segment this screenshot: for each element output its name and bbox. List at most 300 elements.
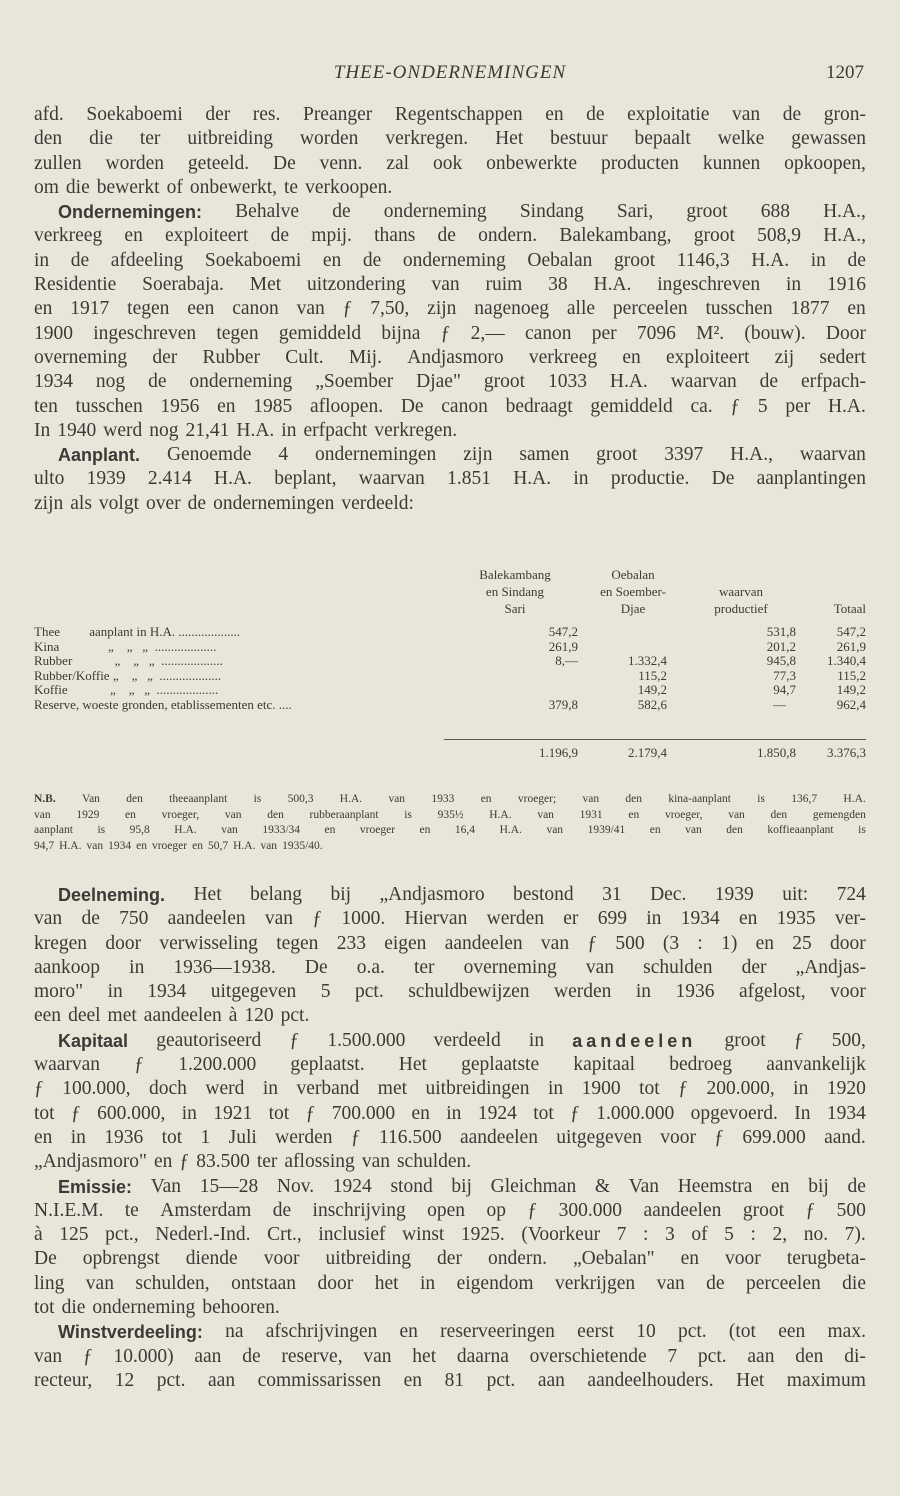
word: bewerkt — [96, 176, 160, 198]
word: verdeeld — [433, 1029, 501, 1051]
word: 600.000, — [97, 1102, 166, 1124]
word: De — [711, 468, 735, 490]
word: no. — [803, 1224, 829, 1246]
word: 1934 — [147, 981, 187, 1003]
word: verdeeld: — [341, 492, 414, 514]
word: 81 — [444, 1369, 465, 1391]
word: uitbreidingen — [425, 1078, 530, 1100]
word: afgelost, — [739, 981, 806, 1003]
text-line — [34, 370, 866, 394]
word: 1877 — [790, 298, 830, 320]
text-line — [34, 297, 866, 321]
text-line — [34, 1126, 866, 1150]
word: ƒ — [312, 908, 323, 930]
word: schulden, — [135, 1272, 210, 1294]
text-line — [34, 907, 866, 931]
word: groot — [724, 1029, 766, 1051]
row-cell-c3: 77,3 — [773, 667, 796, 683]
word: H.A. — [489, 808, 512, 821]
word: ƒ — [730, 395, 741, 417]
word: Regentschappen — [394, 104, 523, 125]
word: uitgegeven — [210, 981, 297, 1003]
word: Soerabaja. — [142, 274, 224, 296]
word: 1921 — [213, 1102, 253, 1124]
word: bepaalt — [634, 128, 691, 150]
word: 500, — [831, 1029, 866, 1051]
text-line — [34, 1175, 866, 1199]
word: van — [388, 793, 406, 805]
word: aan — [747, 1345, 775, 1367]
word: afloopen. — [309, 395, 384, 417]
word: en — [34, 1126, 53, 1148]
word: Crt., — [267, 1224, 302, 1246]
word: N.B. — [34, 793, 56, 805]
word: behooren. — [202, 1297, 280, 1319]
word: onbewerkt, — [189, 176, 277, 198]
word: waarvan — [799, 444, 866, 466]
word: bijna — [381, 322, 421, 344]
word: is — [858, 824, 866, 836]
word: tegen — [276, 932, 319, 954]
word: en — [136, 839, 147, 852]
word: ver- — [834, 908, 866, 930]
word: 5 — [757, 395, 768, 417]
word: de — [332, 201, 351, 223]
word: als — [70, 492, 92, 514]
word: bestuur — [550, 128, 608, 150]
word: verkregen. — [374, 419, 458, 441]
word: onderneming — [383, 201, 487, 223]
word: à — [228, 1005, 238, 1027]
word: een — [187, 298, 215, 320]
word: 1935/40. — [282, 839, 323, 852]
word: inschrijving — [312, 1199, 406, 1221]
word: opkoopen, — [784, 152, 866, 174]
word: van — [361, 1151, 390, 1173]
word: het — [374, 1272, 399, 1294]
word: verwisseling — [159, 932, 258, 954]
word: en — [545, 104, 564, 125]
word: waarvan — [34, 1054, 101, 1076]
word: van — [728, 808, 745, 821]
word: aand. — [824, 1126, 866, 1148]
word: 1934 — [108, 839, 132, 852]
table-total-rule — [444, 739, 866, 740]
word: perceelen — [612, 298, 688, 320]
word: en — [755, 932, 774, 954]
word: Dec. — [650, 884, 687, 905]
word: kregen — [34, 932, 88, 954]
word: Het — [193, 884, 222, 905]
word: overneming — [463, 956, 557, 978]
word: 12 — [114, 1369, 135, 1391]
word: werd — [103, 419, 143, 441]
word: opgevoerd. — [690, 1102, 778, 1124]
word: 4 — [278, 444, 289, 466]
word: productie. — [610, 468, 690, 490]
table-header-line: Totaal — [833, 601, 866, 616]
word: der — [741, 956, 767, 978]
word: de — [706, 1272, 725, 1294]
word: aankoop — [34, 956, 101, 978]
text-line — [34, 467, 866, 491]
word: H.A. — [236, 419, 275, 441]
word: der — [437, 1248, 462, 1270]
row-label: Reserve, woeste gronden, etablissementen etc. .... — [34, 696, 292, 712]
word: winst — [402, 1224, 445, 1246]
word: per — [591, 322, 617, 344]
running-title: THEE-ONDERNEMINGEN — [333, 62, 567, 83]
word: met — [377, 1078, 408, 1100]
word: door — [830, 932, 866, 954]
word: der — [152, 346, 178, 368]
word: eigendom — [456, 1272, 534, 1294]
word: 1985 — [253, 395, 293, 417]
word: voor — [725, 1248, 761, 1270]
paragraph-emissie — [34, 1175, 866, 1321]
word: verkrijgen — [554, 1272, 636, 1294]
word: ook — [432, 152, 463, 174]
word: recteur, — [34, 1369, 93, 1391]
word: tot — [533, 1102, 554, 1124]
word: H.A., — [730, 444, 773, 466]
word: H.A. — [827, 395, 866, 417]
row-cell-c4: 547,2 — [836, 624, 866, 639]
word: tot — [639, 1078, 660, 1100]
word: vroeger — [359, 824, 396, 836]
row-cell-c1: 8,— — [555, 653, 578, 668]
table-row — [34, 698, 866, 712]
row-label: Kina „ „ „ ................... — [34, 638, 217, 654]
word: deel — [68, 1005, 101, 1027]
table-header-line: waarvan — [718, 584, 764, 599]
word: 94,7 — [34, 839, 55, 852]
word: 10 — [636, 1321, 656, 1343]
text-line — [34, 1053, 866, 1077]
word: aan — [208, 1369, 236, 1391]
word: in — [262, 1078, 278, 1100]
paragraph-kapitaal — [34, 1029, 866, 1175]
word: De — [34, 1248, 57, 1270]
word: geautoriseerd — [156, 1029, 262, 1051]
word: aan — [537, 1369, 565, 1391]
word: ulto — [34, 468, 65, 490]
word: 1936—1938. — [173, 956, 276, 978]
word: à — [34, 1224, 43, 1246]
word: van — [264, 908, 294, 930]
word: perceelen — [746, 1272, 821, 1294]
word: en — [34, 298, 53, 320]
word: tot — [268, 1102, 290, 1124]
word: schulden — [643, 956, 713, 978]
word: zijn — [427, 298, 457, 320]
word: stond — [390, 1175, 433, 1197]
word: geplaatste — [461, 1054, 540, 1076]
word: ƒ — [440, 322, 451, 344]
word: inclusief — [318, 1224, 386, 1246]
word: 5 — [724, 1224, 734, 1246]
word: Hiervan — [404, 908, 468, 930]
word: den — [34, 128, 63, 150]
word: aflossing — [284, 1151, 355, 1173]
word: groot — [742, 1199, 784, 1221]
word: na — [225, 1321, 244, 1343]
word: erfpacht — [303, 419, 368, 441]
word: beplant, — [274, 468, 337, 490]
word: geplaatst. — [290, 1054, 365, 1076]
word: ondern. — [487, 1248, 547, 1270]
word: de — [81, 908, 100, 930]
text-line — [34, 956, 866, 980]
word: door — [317, 1272, 354, 1294]
word: gemiddeld — [278, 322, 362, 344]
word: canon — [524, 322, 572, 344]
text-line — [34, 152, 866, 176]
word: opbrengst — [82, 1248, 160, 1270]
word: uitzondering — [307, 274, 406, 296]
word: ƒ — [289, 1029, 300, 1051]
word: 1934 — [680, 908, 720, 930]
word: H.A. — [214, 468, 252, 490]
word: 1146,3 — [676, 249, 730, 271]
word: is — [404, 808, 412, 821]
word: 1931 — [579, 808, 603, 821]
word: verkregen. — [385, 128, 469, 150]
text-line — [34, 1247, 866, 1271]
row-label: Koffie „ „ „ ................... — [34, 682, 219, 697]
word: van — [540, 932, 570, 954]
word: de — [187, 492, 207, 514]
text-line — [34, 1223, 866, 1247]
word: exploiteert — [165, 225, 249, 247]
word: uit: — [782, 884, 809, 905]
word: 100.000, — [62, 1078, 131, 1100]
row-label: Rubber „ „ „ ................... — [34, 653, 223, 668]
word: H.A. — [339, 793, 363, 805]
word: 1925. — [460, 1224, 505, 1246]
word: den — [267, 808, 284, 821]
word: van — [260, 839, 278, 852]
row-cell-c1: 261,9 — [548, 638, 578, 654]
note-line — [34, 792, 866, 808]
heading-emissie: Emissie: — [58, 1176, 133, 1197]
word: Nov. — [276, 1175, 315, 1197]
word: H.A. — [233, 839, 256, 852]
word: de — [437, 225, 456, 247]
word: groot — [613, 249, 656, 271]
word: Rubber — [202, 346, 260, 368]
word: die — [842, 1272, 866, 1294]
word: van — [732, 104, 761, 125]
word: en — [419, 824, 431, 836]
word: De — [400, 395, 424, 417]
word: de — [70, 249, 90, 271]
word: in — [785, 274, 802, 296]
word: 50,7 — [207, 839, 229, 852]
word: tot — [34, 1297, 55, 1319]
word: 2.414 — [147, 468, 192, 490]
word: en — [322, 249, 342, 271]
text-line — [34, 883, 866, 907]
word: zullen — [34, 152, 82, 174]
word: diende — [185, 1248, 238, 1270]
word: theeaanplant — [169, 793, 228, 805]
word: exploiteert — [666, 346, 750, 368]
word: over — [146, 492, 181, 514]
word: en — [771, 1175, 790, 1197]
table-header-line: Oebalan — [611, 567, 655, 582]
word: H.A. — [513, 468, 552, 490]
word: res. — [252, 104, 281, 125]
word: afschrijvingen — [265, 1321, 378, 1343]
word: of — [166, 176, 183, 198]
word: en — [324, 824, 336, 836]
word: canon — [232, 298, 279, 320]
word: bij — [330, 884, 352, 905]
word: erfpach- — [801, 371, 866, 393]
word: doch — [148, 1078, 187, 1100]
word: worden — [105, 152, 165, 174]
text-line — [34, 1077, 866, 1101]
word: Djae" — [416, 371, 461, 393]
word: 25 — [792, 932, 812, 954]
word: 1934 — [826, 1102, 866, 1124]
word: de — [148, 371, 167, 393]
paragraph-winstverdeeling — [34, 1320, 866, 1393]
word: 1000. — [341, 908, 386, 930]
word: 1.500.000 — [327, 1029, 406, 1051]
word: pct., — [105, 1224, 139, 1246]
word: pct. — [697, 1345, 727, 1367]
word: open — [427, 1199, 466, 1221]
word: gron- — [823, 104, 866, 125]
word: venn. — [319, 152, 363, 174]
word: den — [625, 793, 643, 805]
word: (bouw). — [744, 322, 806, 344]
word: Andjasmoro — [407, 346, 504, 368]
word: (Voorkeur — [521, 1224, 601, 1246]
word: in — [281, 419, 297, 441]
word: overneming — [34, 346, 128, 368]
word: tot — [34, 1102, 55, 1124]
word: te — [124, 1199, 139, 1221]
word: van — [86, 839, 104, 852]
word: van — [34, 908, 63, 930]
word: Het — [398, 1054, 427, 1076]
note-line — [34, 808, 866, 824]
word: tegen — [216, 322, 259, 344]
word: bedroeg — [669, 1054, 733, 1076]
word: 1929 — [76, 808, 100, 821]
word: vroeger, — [664, 808, 703, 821]
word: 7 — [616, 1224, 627, 1246]
word: In — [794, 1102, 811, 1124]
text-line — [34, 322, 866, 346]
word: voor — [660, 1126, 696, 1148]
word: ruim — [485, 274, 523, 296]
word: en — [125, 808, 136, 821]
word: vroeger, — [161, 808, 200, 821]
word: en — [154, 1151, 173, 1173]
word: 16,4 — [454, 824, 476, 836]
word: in — [547, 1078, 564, 1100]
text-line — [34, 1102, 866, 1126]
word: N.I.E.M. — [34, 1199, 104, 1221]
heading-kapitaal: Kapitaal — [58, 1030, 129, 1051]
word: Gleichman — [490, 1175, 577, 1197]
word: ƒ — [587, 932, 598, 954]
word: 1956 — [160, 395, 200, 417]
word: verkreeg — [34, 225, 103, 247]
word: Nederl.-Ind. — [155, 1224, 251, 1246]
word: 1900 — [581, 1078, 621, 1100]
word: ca. — [690, 395, 713, 417]
word: verband — [296, 1078, 360, 1100]
word: 699 — [597, 908, 627, 930]
row-cell-c3: 94,7 — [773, 682, 796, 697]
text-line — [34, 346, 866, 370]
row-cell-c4: 115,2 — [837, 667, 866, 683]
word: M². — [696, 322, 725, 344]
word: 688 — [760, 201, 790, 223]
word: bedraagt — [505, 395, 573, 417]
word: aanplant — [34, 824, 73, 836]
word: van — [85, 1272, 114, 1294]
word: en — [411, 1102, 430, 1124]
word: De — [273, 152, 296, 174]
word: eerst — [577, 1321, 614, 1343]
word: 1936 — [104, 1126, 144, 1148]
word: in — [646, 908, 662, 930]
word: „Andjas- — [795, 956, 866, 978]
word: : — [697, 932, 703, 954]
row-label: Thee aanplant in H.A. ................... — [34, 624, 241, 639]
word: H.A. — [499, 824, 522, 836]
word: De — [304, 956, 328, 978]
word: 1917 — [70, 298, 110, 320]
word: in — [34, 249, 50, 271]
word: onderneming — [402, 249, 506, 271]
heading-aanplant: Aanplant. — [58, 445, 141, 466]
word: afd. — [34, 104, 64, 125]
word: van — [537, 808, 554, 821]
word: werden — [554, 981, 612, 1003]
word: op — [486, 1199, 506, 1221]
word: kapitaal — [573, 1054, 636, 1076]
word: 38 — [548, 274, 568, 296]
word: voor — [830, 981, 866, 1003]
word: het — [412, 1345, 437, 1367]
word: ondernemingen — [213, 492, 335, 514]
word: in — [181, 1102, 197, 1124]
word: onderneming — [189, 371, 293, 393]
heading-winstverdeeling: Winstverdeeling: — [58, 1322, 203, 1343]
word: 1924 — [332, 1175, 372, 1197]
word: samen — [519, 444, 570, 466]
word: in — [573, 468, 589, 490]
text-line — [34, 127, 866, 151]
text-line — [34, 1004, 866, 1028]
word: in — [810, 249, 826, 271]
word: 31 — [602, 884, 622, 905]
word: den — [126, 793, 143, 805]
word: van — [546, 824, 564, 836]
word: te — [284, 176, 299, 198]
word: di- — [844, 1345, 866, 1367]
text-line — [34, 1296, 866, 1320]
word: In — [34, 419, 51, 441]
word: ƒ — [793, 1029, 804, 1051]
